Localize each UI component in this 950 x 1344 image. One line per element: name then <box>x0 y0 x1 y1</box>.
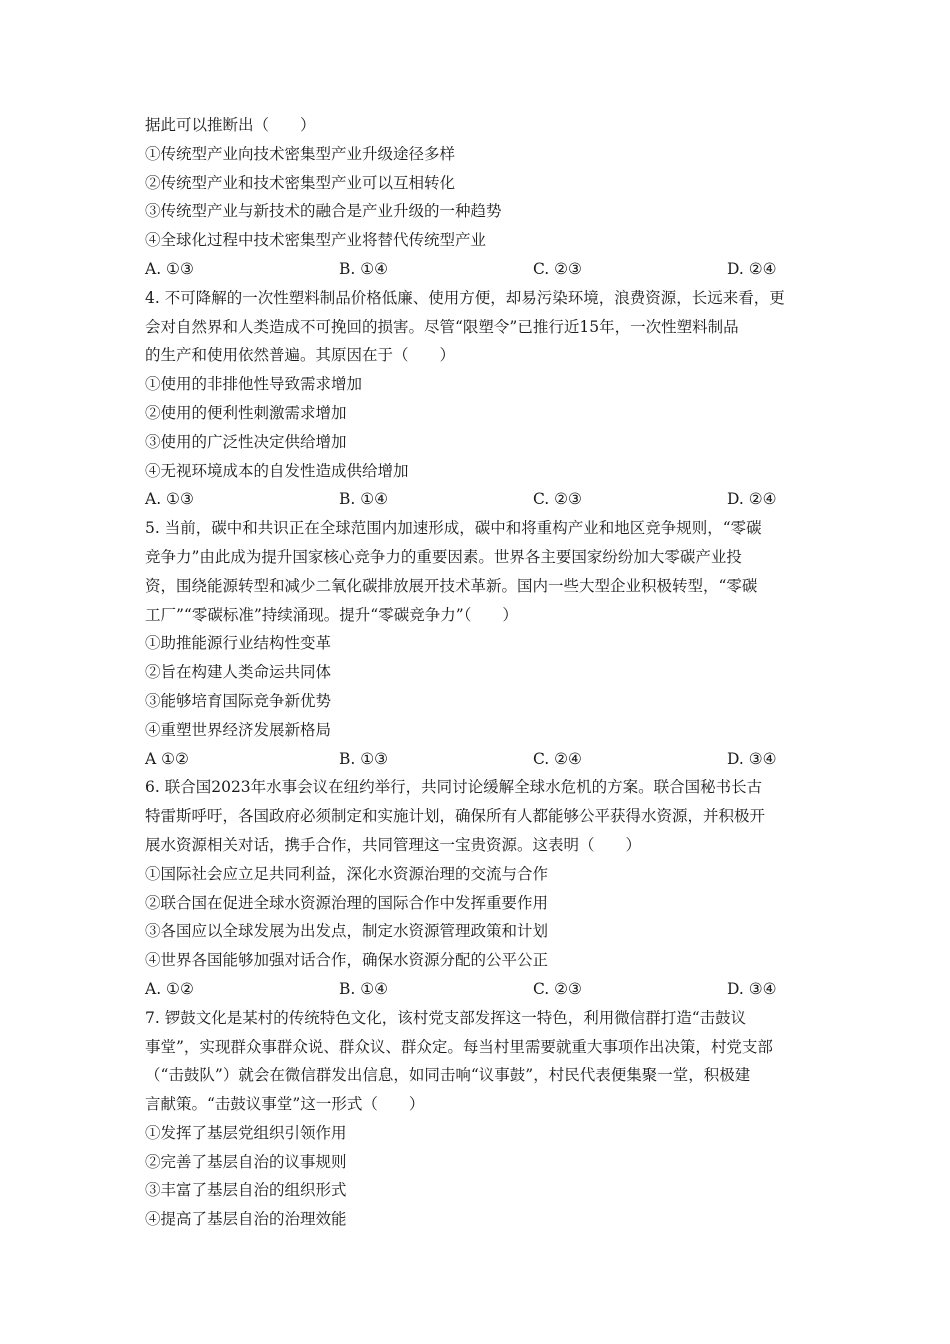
choice-c: C. ②③ <box>533 490 582 509</box>
question-6-stem-line-2: 特雷斯呼吁，各国政府必须制定和实施计划，确保所有人都能够公平获得水资源，并积极开 <box>145 807 766 826</box>
question-6 <box>145 773 805 1003</box>
question-4-option-1: ①使用的非排他性导致需求增加 <box>145 375 363 394</box>
question-5-option-3: ③能够培育国际竞争新优势 <box>145 691 332 710</box>
question-7-option-4: ④提高了基层自治的治理效能 <box>145 1210 347 1229</box>
question-3-option-3: ③传统型产业与新技术的融合是产业升级的一种趋势 <box>145 202 502 221</box>
question-5-stem-line-1: 5. 当前，碳中和共识正在全球范围内加速形成，碳中和将重构产业和地区竞争规则，“零碳 <box>145 519 762 538</box>
question-7-stem-line-2: 事堂”，实现群众事群众说、群众议、群众定。每当村里需要就重大事项作出决策，村党支部 <box>145 1037 773 1056</box>
question-3 <box>145 111 805 284</box>
choice-b: B. ①④ <box>339 259 389 278</box>
choice-c: C. ②③ <box>533 979 582 998</box>
question-4-stem-line-1: 4. 不可降解的一次性塑料制品价格低廉、使用方便，却易污染环境，浪费资源，长远来看，更 <box>145 288 785 307</box>
question-3-option-2: ②传统型产业和技术密集型产业可以互相转化 <box>145 173 456 192</box>
question-5-option-1: ①助推能源行业结构性变革 <box>145 634 332 653</box>
question-3-option-4: ④全球化过程中技术密集型产业将替代传统型产业 <box>145 231 487 250</box>
question-7-option-1: ①发挥了基层党组织引领作用 <box>145 1123 347 1142</box>
question-7-stem-line-4: 言献策。“击鼓议事堂”这一形式（ ） <box>145 1095 425 1114</box>
choice-b: B. ①④ <box>339 490 389 509</box>
question-3-choices <box>145 255 805 284</box>
question-4-stem-line-2: 会对自然界和人类造成不可挽回的损害。尽管“限塑令”已推行近15年，一次性塑料制品 <box>145 317 739 336</box>
question-6-option-4: ④世界各国能够加强对话合作，确保水资源分配的公平公正 <box>145 951 549 970</box>
choice-d: D. ③④ <box>727 979 777 998</box>
question-7-option-2: ②完善了基层自治的议事规则 <box>145 1152 347 1171</box>
question-5-option-4: ④重塑世界经济发展新格局 <box>145 720 332 739</box>
choice-a: A. ①③ <box>145 490 194 509</box>
question-5-stem-line-4: 工厂”“零碳标准”持续涌现。提升“零碳竞争力”（ ） <box>145 605 518 624</box>
question-4-option-4: ④无视环境成本的自发性造成供给增加 <box>145 461 409 480</box>
choice-c: C. ②③ <box>533 259 582 278</box>
question-5 <box>145 514 805 773</box>
question-6-option-2: ②联合国在促进全球水资源治理的国际合作中发挥重要作用 <box>145 893 549 912</box>
question-7-option-3: ③丰富了基层自治的组织形式 <box>145 1181 347 1200</box>
question-3-option-1: ①传统型产业向技术密集型产业升级途径多样 <box>145 144 456 163</box>
choice-a: A. ①② <box>145 979 194 998</box>
choice-c: C. ②④ <box>533 749 582 768</box>
question-7 <box>145 1004 805 1234</box>
choice-b: B. ①④ <box>339 979 389 998</box>
exam-page <box>145 111 805 1234</box>
question-6-option-1: ①国际社会应立足共同利益，深化水资源治理的交流与合作 <box>145 864 549 883</box>
question-6-stem-line-3: 展水资源相关对话，携手合作，共同管理这一宝贵资源。这表明（ ） <box>145 835 642 854</box>
question-6-stem-line-1: 6. 联合国2023年水事会议在纽约举行，共同讨论缓解全球水危机的方案。联合国秘书长古 <box>145 778 763 797</box>
question-5-stem-line-2: 竞争力”由此成为提升国家核心竞争力的重要因素。世界各主要国家纷纷加大零碳产业投 <box>145 547 742 566</box>
question-3-stem-tail: 据此可以推断出（ ） <box>145 116 316 134</box>
choice-d: D. ③④ <box>727 749 777 768</box>
question-4-option-2: ②使用的便利性刺激需求增加 <box>145 403 347 422</box>
question-5-choices <box>145 745 805 774</box>
choice-d: D. ②④ <box>727 490 777 509</box>
question-4-choices <box>145 485 805 514</box>
question-6-option-3: ③各国应以全球发展为出发点，制定水资源管理政策和计划 <box>145 922 549 941</box>
question-7-stem-line-3: （“击鼓队”）就会在微信群发出信息，如同击响“议事鼓”，村民代表便集聚一堂，积极建 <box>145 1066 751 1085</box>
question-5-stem-line-3: 资，围绕能源转型和减少二氧化碳排放展开技术革新。国内一些大型企业积极转型，“零碳 <box>145 576 758 595</box>
question-6-choices <box>145 975 805 1004</box>
question-4-option-3: ③使用的广泛性决定供给增加 <box>145 432 347 451</box>
question-4-stem-line-3: 的生产和使用依然普遍。其原因在于（ ） <box>145 346 456 365</box>
choice-d: D. ②④ <box>727 259 777 278</box>
choice-b: B. ①③ <box>339 749 389 768</box>
question-5-option-2: ②旨在构建人类命运共同体 <box>145 663 332 682</box>
question-4 <box>145 284 805 514</box>
choice-a: A. ①③ <box>145 259 194 278</box>
choice-a: A ①② <box>145 749 189 768</box>
question-7-stem-line-1: 7. 锣鼓文化是某村的传统特色文化，该村党支部发挥这一特色，利用微信群打造“击鼓议 <box>145 1008 747 1027</box>
